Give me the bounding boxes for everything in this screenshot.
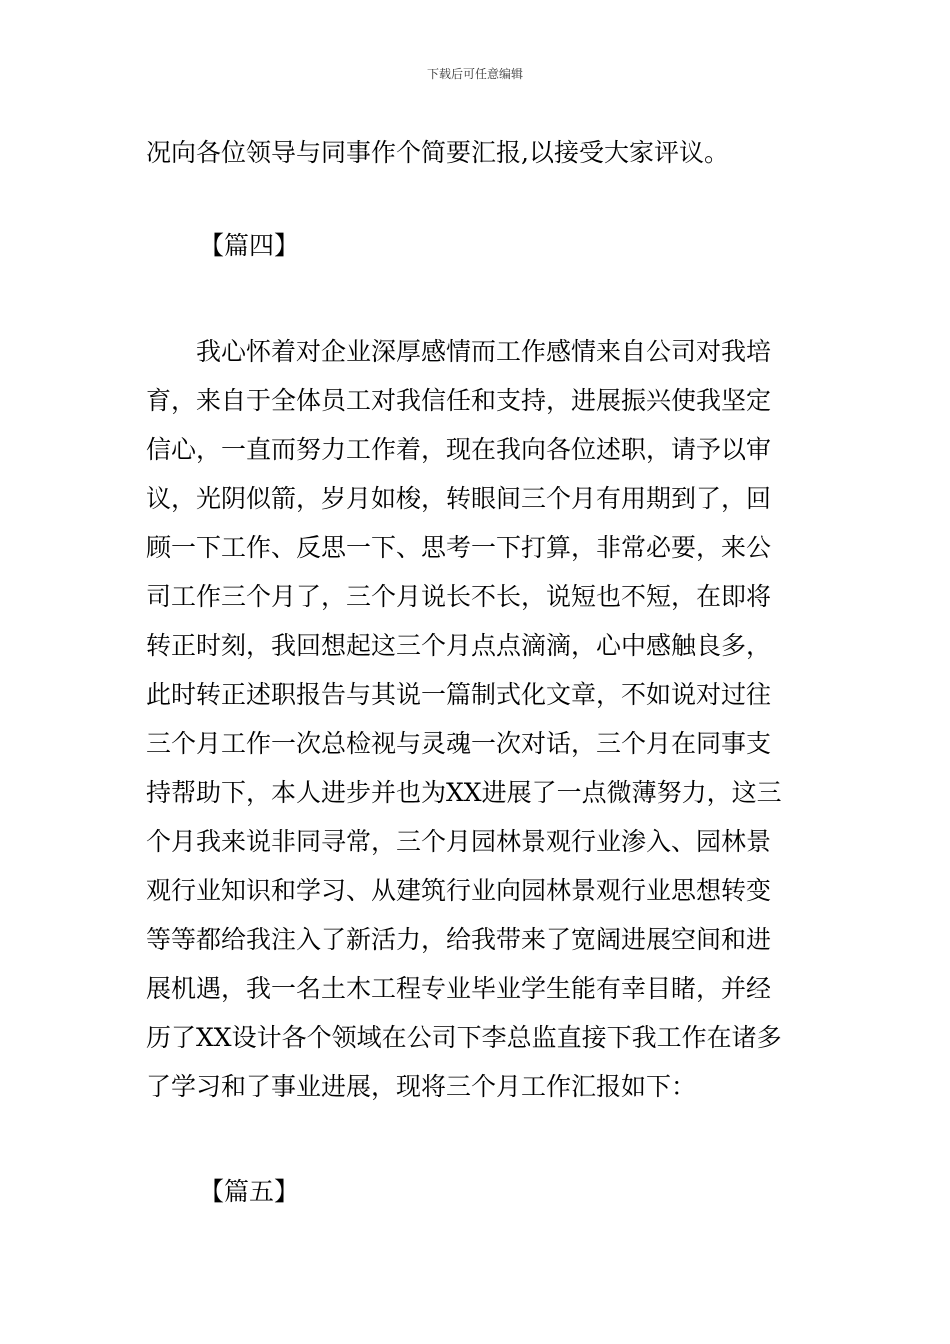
text-line: 我心怀着对企业深厚感情而工作感情来自公司对我培 [146,337,772,366]
text-line: 此时转正述职报告与其说一篇制式化文章，不如说对过往 [146,680,772,709]
page-header-note: 下载后可任意编辑 [426,67,523,81]
text-line: 持帮助下，本人进步并也为XX进展了一点微薄努力，这三 [146,778,782,807]
intro-paragraph [146,128,816,177]
text-line: 了学习和了事业进展，现将三个月工作汇报如下： [146,1072,697,1101]
text-line: 信心，一直而努力工作着，现在我向各位述职，请予以审 [146,435,772,464]
text-line: 况向各位领导与同事作个简要汇报,以接受大家评议。 [146,138,729,167]
text-line: 议，光阴似箭，岁月如梭，转眼间三个月有用期到了，回 [146,484,772,513]
text-line: 育，来自于全体员工对我信任和支持，进展振兴使我坚定 [146,386,772,415]
body-paragraph [146,327,816,1111]
text-line: 历了XX设计各个领域在公司下李总监直接下我工作在诸多 [146,1023,782,1052]
text-line: 个月我来说非同寻常，三个月园林景观行业渗入、园林景 [146,827,772,856]
text-line: 顾一下工作、反思一下、思考一下打算，非常必要，来公 [146,533,772,562]
section-heading-4: 【篇四】 [199,231,300,260]
text-line: 三个月工作一次总检视与灵魂一次对话，三个月在同事支 [146,729,772,758]
text-line: 司工作三个月了，三个月说长不长，说短也不短，在即将 [146,582,772,611]
section-heading-5: 【篇五】 [199,1177,300,1206]
text-line: 等等都给我注入了新活力，给我带来了宽阔进展空间和进 [146,925,772,954]
text-line: 展机遇，我一名土木工程专业毕业学生能有幸目睹，并经 [146,974,772,1003]
text-line: 观行业知识和学习、从建筑行业向园林景观行业思想转变 [146,876,772,905]
text-line: 转正时刻，我回想起这三个月点点滴滴，心中感触良多， [146,631,772,660]
